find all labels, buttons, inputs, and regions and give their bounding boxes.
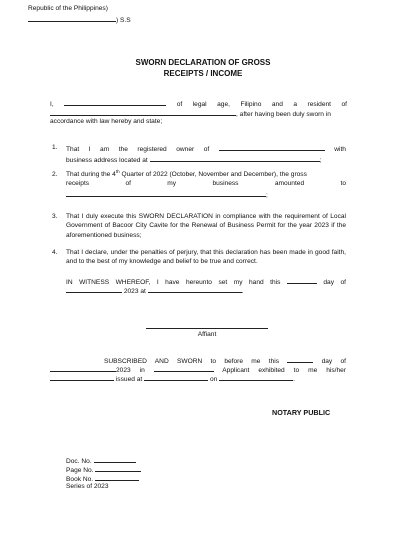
- intro-line-1: I, of legal age, Filipino and a resident of: [50, 98, 347, 109]
- header-ss-line: ) S.S: [28, 14, 131, 25]
- affiant-label: Affiant: [197, 331, 217, 338]
- subscribed-line-3: issued at on .: [50, 373, 346, 384]
- document-title: SWORN DECLARATION OF GROSS: [135, 58, 271, 67]
- blank-witness-place[interactable]: [148, 285, 242, 293]
- notary-public-label: NOTARY PUBLIC: [272, 408, 331, 417]
- blank-book-no[interactable]: [95, 473, 139, 481]
- page-no-entry: Page No.: [66, 464, 141, 475]
- document-subtitle: RECEIPTS / INCOME: [163, 69, 243, 78]
- blank-sworn-month[interactable]: [50, 364, 116, 372]
- blank-business-address[interactable]: [150, 154, 320, 162]
- blank-sworn-place[interactable]: [154, 364, 214, 372]
- witness-line-1: IN WITNESS WHEREOF, I have hereunto set my hand this day of: [66, 276, 346, 287]
- doc-no-entry: Doc. No.: [66, 455, 136, 466]
- subscribed-line-1: SUBSCRIBED AND SWORN to before me this day of: [66, 355, 346, 366]
- book-no-entry: Book No.: [66, 473, 139, 484]
- blank-witness-month[interactable]: [66, 285, 122, 293]
- blank-doc-no[interactable]: [94, 455, 136, 463]
- blank-name[interactable]: [64, 98, 166, 106]
- blank-sworn-day[interactable]: [287, 355, 313, 363]
- blank-business-name[interactable]: [219, 143, 325, 151]
- blank-address[interactable]: [50, 108, 236, 116]
- witness-line-2: 2023 at .: [66, 285, 346, 296]
- blank-id-type[interactable]: [50, 373, 114, 381]
- blank-id-issued-at[interactable]: [144, 373, 208, 381]
- header-republic: Republic of the Philippines): [28, 5, 108, 12]
- declaration-item-3: 3. That I duly execute this SWORN DECLARATION in compliance with the requirement of Local Government of Bacoor City Cavite for the Renewal of Business Permit for the year 2023 if the aforementioned business;: [52, 213, 346, 239]
- declaration-item-2: 2. That during the 4th Quarter of 2022 (October, November and December), the gross receipts of my business amounted to ;: [52, 168, 346, 199]
- subscribed-line-2: 2023 in Applicant exhibited to me his/her: [50, 364, 346, 375]
- blank-page-no[interactable]: [95, 464, 141, 472]
- series-entry: Series of 2023: [66, 483, 109, 490]
- affiant-signature-line[interactable]: [146, 320, 268, 329]
- declaration-item-1: 1. That I am the registered owner of with business address located at ;: [52, 144, 346, 165]
- blank-venue[interactable]: [28, 14, 116, 22]
- blank-witness-day[interactable]: [287, 276, 317, 284]
- intro-line-3: accordance with law hereby and state;: [50, 118, 163, 125]
- intro-line-2: , after having been duly sworn in: [50, 108, 347, 119]
- blank-id-issued-on[interactable]: [219, 373, 293, 381]
- blank-gross-receipts[interactable]: [66, 189, 266, 197]
- declaration-item-4: 4. That I declare, under the penalties of perjury, that this declaration has been made in good faith, and to the best of my knowledge and belief to be true and correct.: [52, 249, 346, 266]
